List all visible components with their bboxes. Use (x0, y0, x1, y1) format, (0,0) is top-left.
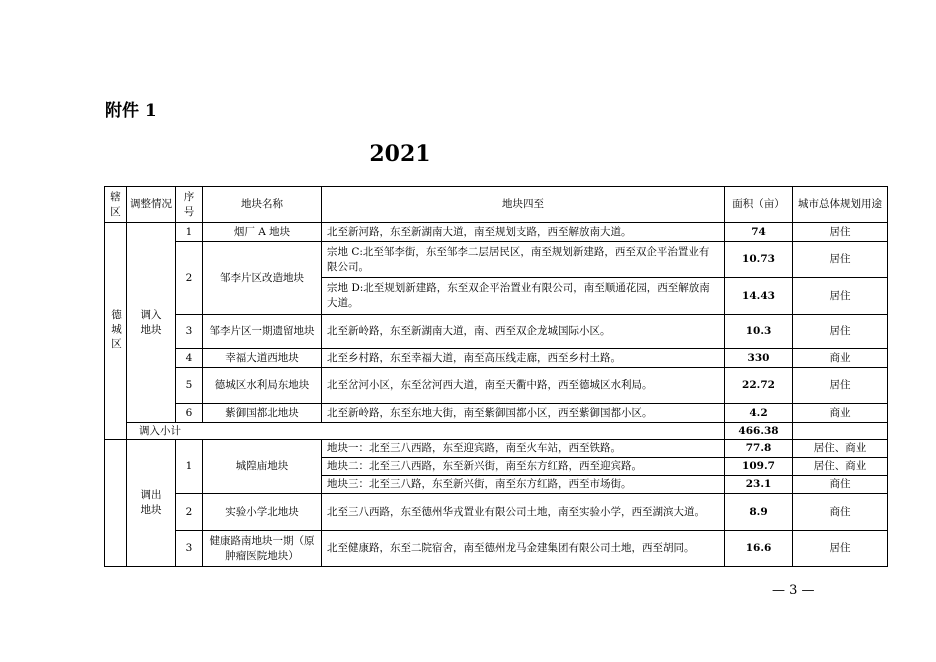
district-cell: 德城区 (105, 223, 127, 440)
row-boundary: 北至新河路，东至新湖南大道，南至规划支路，西至解放南大道。 (322, 223, 725, 242)
header-name: 地块名称 (203, 187, 322, 223)
row-use: 商业 (793, 404, 888, 423)
row-no: 6 (176, 404, 203, 423)
row-name: 紫御国都北地块 (203, 404, 322, 423)
row-use: 居住 (793, 223, 888, 242)
row-no: 1 (176, 223, 203, 242)
row-no: 5 (176, 368, 203, 404)
table-row (105, 223, 888, 242)
row-use: 商业 (793, 349, 888, 368)
out-label-cell: 调出地块 (127, 440, 176, 567)
header-no: 序号 (176, 187, 203, 223)
row-area: 8.9 (725, 494, 793, 531)
row-name: 健康路南地块一期（原肿瘤医院地块） (203, 531, 322, 567)
header-adjustment: 调整情况 (127, 187, 176, 223)
row-area: 109.7 (725, 458, 793, 476)
land-adjustment-table (104, 186, 888, 567)
row-name: 幸福大道西地块 (203, 349, 322, 368)
row-boundary: 北至三八西路，东至德州华戎置业有限公司土地，南至实验小学，西至湖滨大道。 (322, 494, 725, 531)
row-boundary: 北至乡村路，东至幸福大道，南至高压线走廊，西至乡村土路。 (322, 349, 725, 368)
subtotal-row (105, 423, 888, 440)
row-boundary: 北至新岭路，东至东地大街，南至紫御国都小区，西至紫御国都小区。 (322, 404, 725, 423)
page-number: — 3 — (772, 583, 815, 598)
row-area: 77.8 (725, 440, 793, 458)
year-title: 2021 (369, 141, 431, 167)
table-row (105, 315, 888, 349)
row-use: 居住 (793, 242, 888, 278)
row-area: 14.43 (725, 278, 793, 315)
table-row (105, 368, 888, 404)
row-no: 1 (176, 440, 203, 494)
table-row (105, 242, 888, 278)
row-name: 邹李片区一期遗留地块 (203, 315, 322, 349)
header-area: 面积（亩） (725, 187, 793, 223)
row-name: 烟厂 A 地块 (203, 223, 322, 242)
subtotal-value: 466.38 (725, 423, 793, 440)
row-area: 22.72 (725, 368, 793, 404)
header-boundary: 地块四至 (322, 187, 725, 223)
row-use: 居住 (793, 315, 888, 349)
row-use: 居住、商业 (793, 440, 888, 458)
row-no: 2 (176, 494, 203, 531)
row-boundary: 宗地 C:北至邹李街，东至邹李二层居民区，南至规划新建路，西至双企平治置业有限公司。 (322, 242, 725, 278)
table-header-row (105, 187, 888, 223)
row-use: 居住、商业 (793, 458, 888, 476)
subtotal-use-empty (793, 423, 888, 440)
row-boundary: 地块三：北至三八路，东至新兴街，南至东方红路，西至市场街。 (322, 476, 725, 494)
table-row (105, 404, 888, 423)
row-boundary: 宗地 D:北至规划新建路，东至双企平治置业有限公司，南至顺通花园，西至解放南大道。 (322, 278, 725, 315)
row-no: 2 (176, 242, 203, 315)
row-area: 330 (725, 349, 793, 368)
row-area: 74 (725, 223, 793, 242)
header-use: 城市总体规划用途 (793, 187, 888, 223)
row-name: 邹李片区改造地块 (203, 242, 322, 315)
in-label-cell: 调入地块 (127, 223, 176, 423)
attachment-label: 附件 1 (105, 101, 157, 121)
row-area: 16.6 (725, 531, 793, 567)
row-name: 城隍庙地块 (203, 440, 322, 494)
row-area: 23.1 (725, 476, 793, 494)
row-use: 居住 (793, 368, 888, 404)
row-boundary: 北至岔河小区，东至岔河西大道，南至天衢中路，西至德城区水利局。 (322, 368, 725, 404)
row-use: 商住 (793, 494, 888, 531)
row-area: 10.3 (725, 315, 793, 349)
row-boundary: 地块二：北至三八西路，东至新兴街，南至东方红路，西至迎宾路。 (322, 458, 725, 476)
table-row (105, 440, 888, 458)
row-no: 3 (176, 315, 203, 349)
row-boundary: 地块一：北至三八西路，东至迎宾路，南至火车站，西至铁路。 (322, 440, 725, 458)
table-row (105, 494, 888, 531)
row-use: 居住 (793, 531, 888, 567)
row-area: 10.73 (725, 242, 793, 278)
row-boundary: 北至新岭路，东至新湖南大道，南、西至双企龙城国际小区。 (322, 315, 725, 349)
row-no: 3 (176, 531, 203, 567)
subtotal-label: 调入小计 (127, 423, 725, 440)
district-empty-cell (105, 440, 127, 567)
row-use: 居住 (793, 278, 888, 315)
table-row (105, 349, 888, 368)
row-use: 商住 (793, 476, 888, 494)
year-title-wrap (0, 141, 800, 167)
row-no: 4 (176, 349, 203, 368)
header-district: 辖区 (105, 187, 127, 223)
table-row (105, 531, 888, 567)
row-area: 4.2 (725, 404, 793, 423)
row-boundary: 北至健康路，东至二院宿舍，南至德州龙马金建集团有限公司土地，西至胡同。 (322, 531, 725, 567)
row-name: 实验小学北地块 (203, 494, 322, 531)
row-name: 德城区水利局东地块 (203, 368, 322, 404)
